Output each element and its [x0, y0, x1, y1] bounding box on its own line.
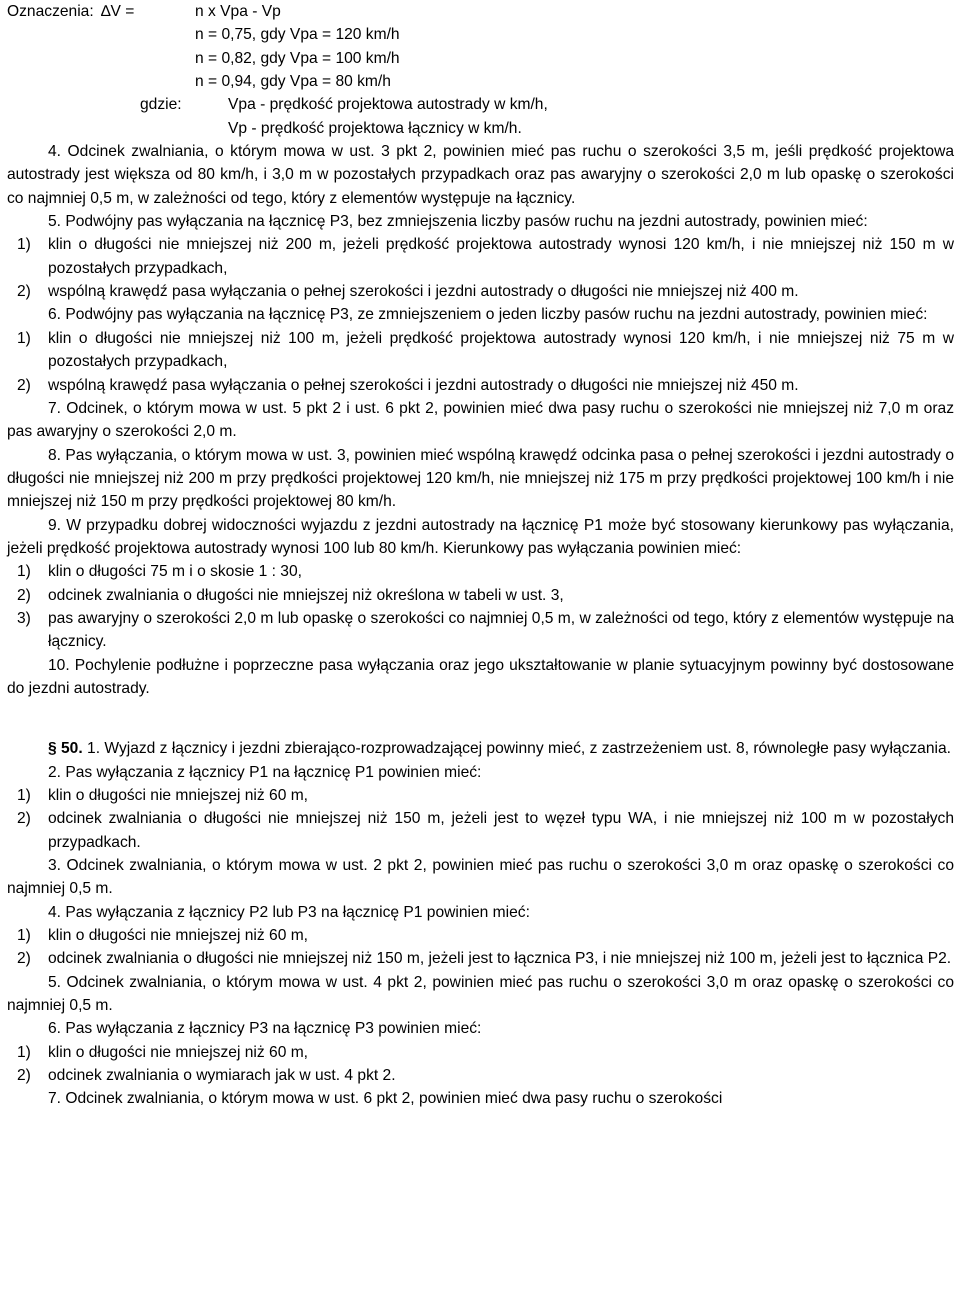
- formula-case: n = 0,82, gdy Vpa = 100 km/h: [195, 49, 400, 67]
- formula-where: gdzie: Vpa - prędkość projektowa autostrady w km/h,: [7, 93, 954, 116]
- section-50-paragraph-5: 5. Odcinek zwalniania, o którym mowa w ust. 4 pkt 2, powinien mieć pas ruchu o szerokości 3,0 m oraz opaskę o szerokości co najmniej 0,5 m.: [7, 973, 954, 1015]
- paragraph-10: 10. Pochylenie podłużne i poprzeczne pasa wyłączania oraz jego ukształtowanie w planie sytuacyjnym powinny być dostosowane do jezdni autostrady.: [7, 656, 954, 697]
- list-item: 1) klin o długości nie mniejszej niż 60 m,: [17, 1043, 309, 1061]
- paragraph-8: 8. Pas wyłączania, o którym mowa w ust. 3, powinien mieć wspólną krawędź odcinka pasa o pełnej szerokości i jezdni autostrady o długości nie mniejszej niż 200 m przy prędkości projektowej 120 km/h, nie mniejszej niż 175 m przy prędkości projektowej 100 km/h i nie mniejszej niż 150 m przy prędkości projektowej 80 km/h.: [7, 446, 954, 511]
- list-item: 2) wspólną krawędź pasa wyłączania o pełnej szerokości i jezdni autostrady o długości nie mniejszej niż 400 m.: [17, 283, 799, 301]
- section-50-paragraph-4-intro: 4. Pas wyłączania z łącznicy P2 lub P3 na łącznicę P1 powinien mieć:: [48, 903, 530, 921]
- formula-label: Oznaczenia:: [7, 3, 94, 20]
- paragraph-5-intro: 5. Podwójny pas wyłączania na łącznicę P3, bez zmniejszenia liczby pasów ruchu na jezdni autostrady, powinien mieć:: [48, 213, 868, 231]
- section-50-paragraph-6-intro: 6. Pas wyłączania z łącznicy P3 na łącznicę P3 powinien mieć:: [48, 1020, 482, 1038]
- paragraph-6-intro: 6. Podwójny pas wyłączania na łącznicę P3, ze zmniejszeniem o jeden liczby pasów ruchu na jezdni autostrady, powinien mieć:: [48, 306, 928, 324]
- list-item: 2) odcinek zwalniania o wymiarach jak w ust. 4 pkt 2.: [17, 1067, 396, 1085]
- formula-delta: ∆V =: [101, 3, 135, 20]
- list-item: 2) odcinek zwalniania o długości nie mniejszej niż określona w tabeli w ust. 3,: [17, 586, 564, 604]
- where-label: gdzie:: [140, 96, 182, 114]
- list-item: 1) klin o długości nie mniejszej niż 60 m,: [17, 787, 309, 804]
- list-item: 2) odcinek zwalniania o długości nie mniejszej niż 150 m, jeżeli jest to węzeł typu WA, i nie mniejszej niż 100 m w pozostałych przypadkach.: [17, 810, 954, 851]
- formula-expression: n x Vpa - Vp: [195, 3, 281, 20]
- section-50-heading: § 50.: [48, 740, 83, 758]
- paragraph-9-intro: 9. W przypadku dobrej widoczności wyjazdu z jezdni autostrady na łącznicę P1 może być stosowany kierunkowy pas wyłączania, jeżeli prędkość projektowa autostrady wynosi 100 lub 80 km/h. Kierunkowy pas wyłączania powinien mieć:: [7, 516, 954, 557]
- formula-case: n = 0,75, gdy Vpa = 120 km/h: [195, 26, 400, 44]
- section-50-paragraph-3: 3. Odcinek zwalniania, o którym mowa w ust. 2 pkt 2, powinien mieć pas ruchu o szerokości 3,0 m oraz opaskę o szerokości co najmniej 0,5 m.: [7, 857, 954, 898]
- formula-case: n = 0,94, gdy Vpa = 80 km/h: [195, 73, 391, 91]
- section-50-paragraph-2-intro: 2. Pas wyłączania z łącznicy P1 na łącznicę P1 powinien mieć:: [48, 763, 482, 781]
- list-item: 1) klin o długości 75 m i o skosie 1 : 30,: [17, 563, 302, 581]
- list-item: 3) pas awaryjny o szerokości 2,0 m lub opaskę o szerokości co najmniej 0,5 m, w zależności od tego, który z elementów występuje na łącznicy.: [17, 609, 954, 651]
- section-50-paragraph-1: § 50. 1. Wyjazd z łącznicy i jezdni zbierająco-rozprowadzającej powinny mieć, z zastrzeżeniem ust. 8, równoległe pasy wyłączania.: [48, 740, 951, 758]
- section-50-paragraph-7: 7. Odcinek zwalniania, o którym mowa w ust. 6 pkt 2, powinien mieć dwa pasy ruchu o szerokości: [48, 1090, 723, 1108]
- list-item: 1) klin o długości nie mniejszej niż 100 m, jeżeli prędkość projektowa autostrady wynosi 120 km/h, i nie mniejszej niż 75 m w pozostałych przypadkach,: [17, 329, 954, 371]
- list-item: 2) odcinek zwalniania o długości nie mniejszej niż 150 m, jeżeli jest to łącznica P3, i nie mniejszej niż 100 m, jeżeli jest to łącznica P2.: [17, 950, 952, 968]
- paragraph-7: 7. Odcinek, o którym mowa w ust. 5 pkt 2 i ust. 6 pkt 2, powinien mieć dwa pasy ruchu o szerokości nie mniejszej niż 7,0 m oraz pas awaryjny o szerokości 2,0 m.: [7, 399, 954, 441]
- list-item: 1) klin o długości nie mniejszej niż 60 m,: [17, 927, 309, 945]
- formula-definition: Vp - prędkość projektowa łącznicy w km/h.: [228, 119, 522, 137]
- list-item: 2) wspólną krawędź pasa wyłączania o pełnej szerokości i jezdni autostrady o długości nie mniejszej niż 450 m.: [17, 376, 799, 394]
- formula-line: [7, 0, 954, 23]
- section-gap: [7, 700, 954, 737]
- paragraph-4: 4. Odcinek zwalniania, o którym mowa w ust. 3 pkt 2, powinien mieć pas ruchu o szerokości 3,5 m, jeśli prędkość projektowa autostrady jest większa od 80 km/h, i 3,0 m w pozostałych przypadkach oraz pas awaryjny o szerokości 2,0 m lub opaskę o szerokości co najmniej 0,5 m, w zależności od tego, który z elementów występuje na łącznicy.: [7, 143, 954, 207]
- list-item: 1) klin o długości nie mniejszej niż 200 m, jeżeli prędkość projektowa autostrady wynosi 120 km/h, i nie mniejszej niż 150 m w pozostałych przypadkach,: [17, 236, 954, 277]
